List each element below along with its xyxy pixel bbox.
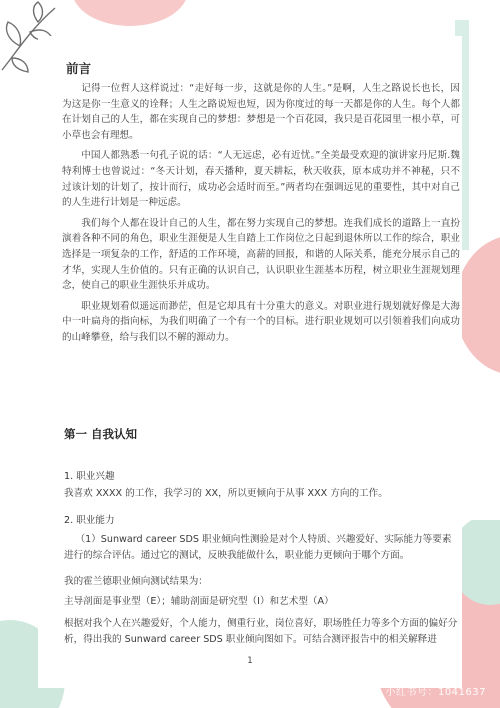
- section-heading: 第一 自我认知: [64, 427, 138, 441]
- preface-paragraph-3: 我们每个人都在设计自己的人生，都在努力实现自己的梦想。连我们成长的道路上一直扮演着各种不同的角色，职业生涯便是人生自踏上工作岗位之日起到退休所以工作的综合，职业选择是一项复杂的工作，舒适的工作环境，高薪的回报，和谐的人际关系，能充分展示自己的才华，实现人生价值的。只有正确的认识自己，认识职业生涯基本历程，树立职业生涯规划理念，使自己的职业生涯快乐并成功。: [62, 217, 460, 292]
- pink-blob-top-icon: [70, 0, 190, 30]
- ability-line-2: 我的霍兰德职业倾向测试结果为：: [64, 576, 208, 587]
- ability-line-4: 根据对我个人在兴趣爱好，个人能力，侧重行业，岗位喜好，职场胜任力等多个方面的偏好分析，得出我的 Sunward career SDS 职业倾向图如下。可结合测评报告中的相关解释进: [64, 618, 458, 645]
- preface-paragraph-4: 职业规划看似遥远而渺茫，但是它却具有十分重大的意义。对职业进行规划就好像是大海中一叶扁舟的指向标，为我们明确了一个有一个的目标。进行职业规划可以引领着我们向成功的山峰攀登，给与我们以不解的源动力。: [62, 300, 460, 343]
- watermark: 小红书号：1041637: [385, 687, 486, 698]
- preface-heading: 前言: [66, 61, 92, 76]
- interest-text: 我喜欢 XXXX 的工作，我学习的 XX，所以更倾向于从事 XXX 方向的工作。: [64, 488, 388, 499]
- preface-body: [62, 81, 460, 346]
- ability-line-1: （1）Sunward career SDS 职业倾向性测验是对个人特质、兴趣爱好、实际能力等要素进行的综合评估。通过它的测试，反映我能做什么，职业能力更倾向于哪个方面。: [64, 534, 452, 561]
- page-number: 1: [247, 656, 253, 666]
- interest-title: 1. 职业兴趣: [64, 471, 115, 482]
- ability-line-3: 主导剖面是事业型（E）；辅助剖面是研究型（I）和艺术型（A）: [64, 596, 334, 607]
- preface-paragraph-1: 记得一位哲人这样说过：“走好每一步，这就是你的人生。”是啊，人生之路说长也长，因为这是你一生意义的诠释；人生之路说短也短，因为你度过的每一天都是你的人生。每个人都在计划自己的人生，都在实现自己的梦想：梦想是一个百花园，我只是百花园里一根小草，可小草也会有理想。: [62, 83, 460, 141]
- ability-title: 2. 职业能力: [64, 515, 115, 526]
- preface-paragraph-2: 中国人都熟悉一句孔子说的话：“人无远虑，必有近忧。”全美最受欢迎的演讲家丹尼斯.魏特利博士也曾说过：“冬天计划，春天播种，夏天耕耘，秋天收获，原本成功并不神秘，只不过该计划的计划了，按计而行，成功必会适时而至。”两者均在强调远见的重要性，其中对自己的人生进行计划是一种远虑。: [62, 150, 460, 209]
